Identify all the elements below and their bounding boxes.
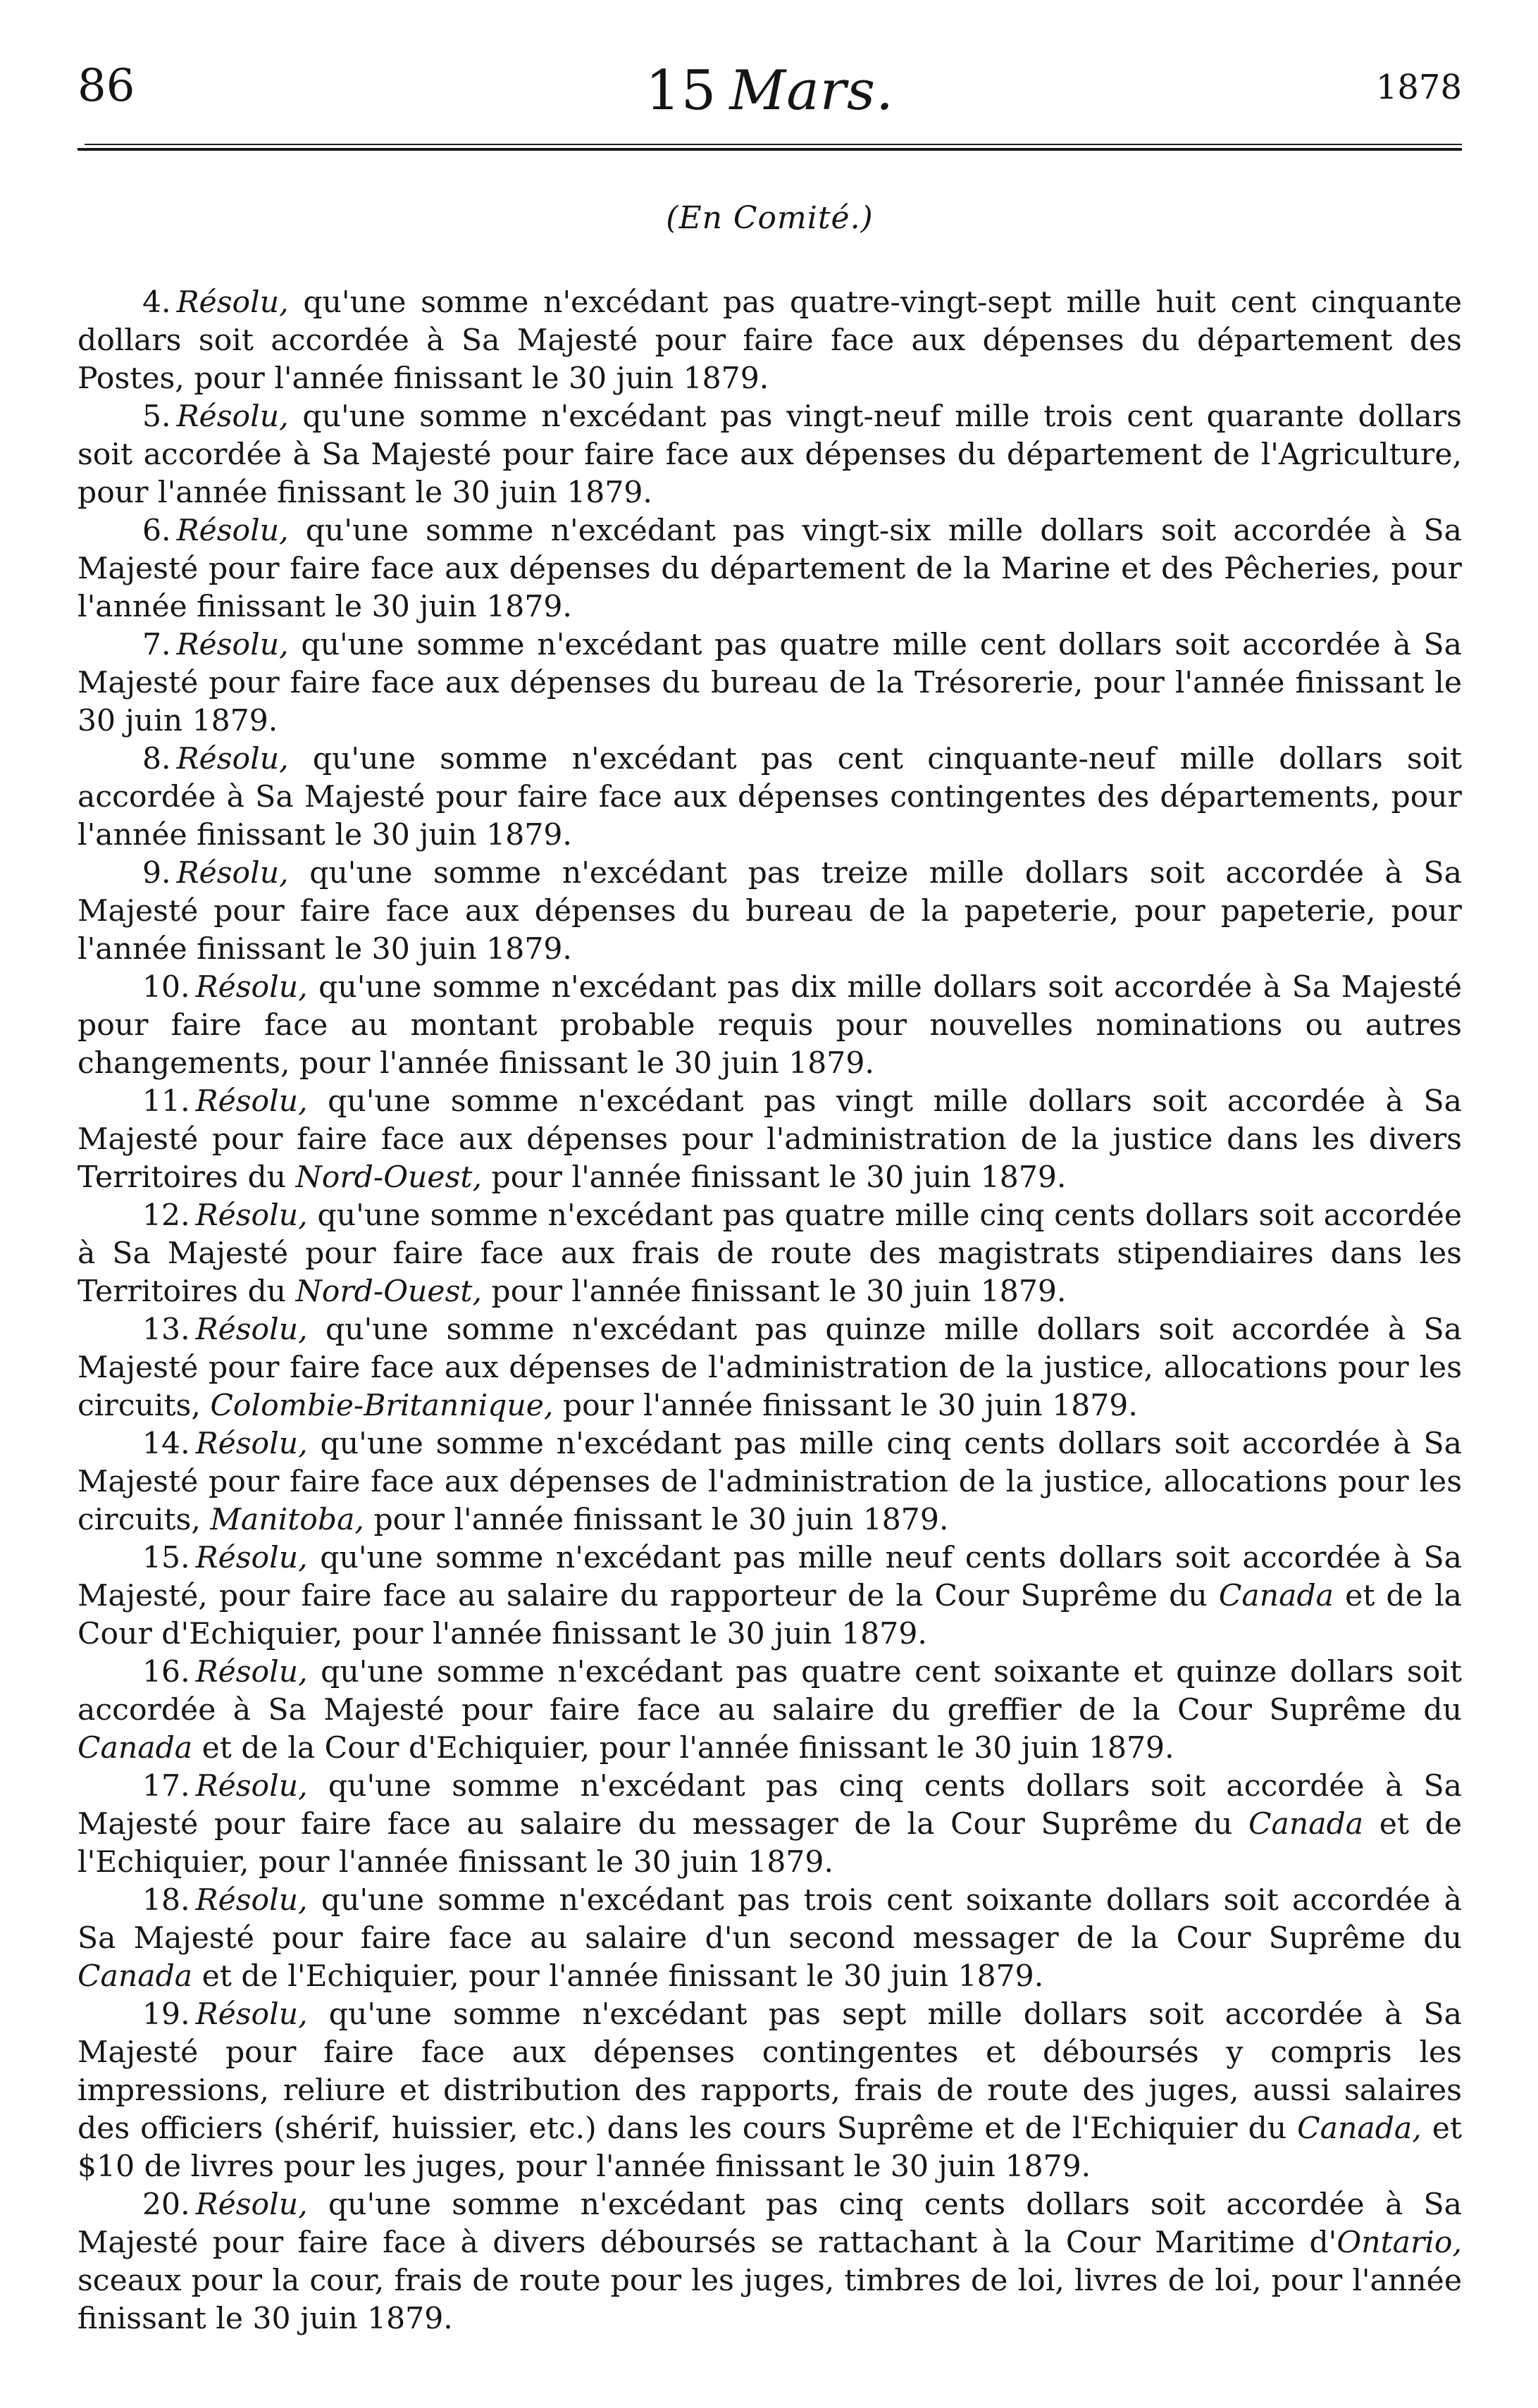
resolution-paragraph: [77, 1539, 1462, 1653]
resolution-keyword: Résolu,: [176, 399, 289, 434]
resolution-keyword: Résolu,: [195, 1769, 308, 1804]
resolution-text: et $10 de livres pour les juges, pour l'année finissant le 30 juin 1879.: [77, 2111, 1462, 2184]
resolution-text: et de la Cour d'Echiquier, pour l'année finissant le 30 juin 1879.: [77, 1579, 1462, 1651]
resolution-keyword: Résolu,: [176, 514, 289, 548]
header-year: 1878: [1375, 68, 1462, 107]
resolution-number: 5.: [142, 399, 171, 434]
resolution-text: et de la Cour d'Echiquier, pour l'année finissant le 30 juin 1879.: [192, 1731, 1174, 1765]
resolution-text: qu'une somme n'excédant pas treize mille dollars soit accordée à Sa Majesté pour faire face aux dépenses du bureau de la papeterie, pour papeterie, pour l'année finissant le 30 juin 1879.: [77, 856, 1462, 967]
resolution-place-name: Canada,: [1297, 2111, 1422, 2146]
resolution-text: sceaux pour la cour, frais de route pour les juges, timbres de loi, livres de loi, pour l'année finissant le 30 juin 1879.: [77, 2264, 1462, 2336]
resolution-paragraph: [77, 2186, 1462, 2338]
resolution-paragraph: [77, 1882, 1462, 1996]
resolution-text: qu'une somme n'excédant pas mille neuf cents dollars soit accordée à Sa Majesté, pour faire face au salaire du rapporteur de la Cour Suprême du: [77, 1541, 1462, 1613]
resolution-place-name: Colombie-Britannique,: [210, 1389, 554, 1423]
resolution-text: qu'une somme n'excédant pas dix mille dollars soit accordée à Sa Majesté pour faire face au montant probable requis pour nouvelles nominations ou autres changements, pour l'année finissant le 30 juin 1879.: [77, 970, 1462, 1081]
resolution-paragraph: [77, 1311, 1462, 1425]
resolution-keyword: Résolu,: [195, 1198, 308, 1233]
resolution-paragraph: [77, 1425, 1462, 1539]
resolution-keyword: Résolu,: [195, 1655, 308, 1689]
resolution-place-name: Manitoba,: [210, 1503, 364, 1537]
resolution-keyword: Résolu,: [176, 628, 289, 662]
resolutions-list: [77, 284, 1462, 2338]
resolution-number: 18.: [142, 1883, 190, 1918]
resolution-place-name: Canada: [1218, 1579, 1334, 1613]
resolution-place-name: Nord-Ouest,: [295, 1160, 482, 1195]
resolution-text: qu'une somme n'excédant pas mille cinq cents dollars soit accordée à Sa Majesté pour faire face aux dépenses de l'administration de la justice, allocations pour les circuits,: [77, 1427, 1462, 1537]
header-date-month: Mars.: [729, 59, 894, 123]
resolution-text: qu'une somme n'excédant pas vingt-six mille dollars soit accordée à Sa Majesté pour faire face aux dépenses du département de la Marine et des Pêcheries, pour l'année finissant le 30 juin 1879.: [77, 514, 1462, 624]
resolution-text: qu'une somme n'excédant pas vingt mille dollars soit accordée à Sa Majesté pour faire face aux dépenses pour l'administration de la justice dans les divers Territoires du: [77, 1084, 1462, 1195]
running-header: [77, 49, 1462, 134]
resolution-text: qu'une somme n'excédant pas cent cinquante-neuf mille dollars soit accordée à Sa Majesté pour faire face aux dépenses contingentes des départements, pour l'année finissant le 30 juin 1879.: [77, 742, 1462, 852]
resolution-paragraph: [77, 1083, 1462, 1197]
resolution-number: 17.: [142, 1769, 190, 1804]
resolution-number: 11.: [142, 1084, 190, 1119]
resolution-paragraph: [77, 1768, 1462, 1882]
header-date-day: 15: [645, 59, 717, 123]
resolution-number: 20.: [142, 2187, 190, 2222]
resolution-place-name: Canada: [77, 1731, 193, 1765]
resolution-number: 15.: [142, 1541, 190, 1575]
resolution-paragraph: [77, 1996, 1462, 2186]
resolution-place-name: Ontario,: [1337, 2226, 1462, 2260]
header-date: [645, 59, 894, 123]
resolution-paragraph: [77, 740, 1462, 855]
resolution-text: et de l'Echiquier, pour l'année finissant le 30 juin 1879.: [77, 1807, 1462, 1880]
resolution-keyword: Résolu,: [176, 285, 289, 320]
resolution-text: qu'une somme n'excédant pas quinze mille dollars soit accordée à Sa Majesté pour faire face aux dépenses de l'administration de la justice, allocations pour les circuits,: [77, 1312, 1462, 1423]
resolution-number: 9.: [142, 856, 171, 890]
resolution-number: 19.: [142, 1997, 190, 2032]
resolution-keyword: Résolu,: [195, 2187, 308, 2222]
page-number: 86: [77, 60, 135, 112]
resolution-number: 8.: [142, 742, 171, 776]
resolution-text: pour l'année finissant le 30 juin 1879.: [481, 1160, 1067, 1195]
resolution-paragraph: [77, 969, 1462, 1083]
resolution-number: 4.: [142, 285, 171, 320]
resolution-place-name: Canada: [1248, 1807, 1364, 1842]
resolution-number: 13.: [142, 1312, 190, 1347]
resolution-paragraph: [77, 284, 1462, 398]
resolution-keyword: Résolu,: [195, 1541, 308, 1575]
resolution-text: qu'une somme n'excédant pas quatre mille cent dollars soit accordée à Sa Majesté pour faire face aux dépenses du bureau de la Trésorerie, pour l'année finissant le 30 juin 1879.: [77, 628, 1462, 738]
resolution-text: et de l'Echiquier, pour l'année finissant le 30 juin 1879.: [192, 1959, 1044, 1994]
resolution-text: qu'une somme n'excédant pas quatre-vingt-sept mille huit cent cinquante dollars soit accordée à Sa Majesté pour faire face aux dépenses du département des Postes, pour l'année finissant le 30 juin 1879.: [77, 285, 1462, 396]
resolution-text: qu'une somme n'excédant pas quatre mille cinq cents dollars soit accordée à Sa Majesté pour faire face aux frais de route des magistrats stipendiaires dans les Territoires du: [77, 1198, 1462, 1309]
resolution-number: 10.: [142, 970, 190, 1005]
resolution-keyword: Résolu,: [195, 1883, 308, 1918]
document-page: [77, 49, 1462, 2374]
header-rule-thin: [85, 144, 1462, 145]
resolution-number: 7.: [142, 628, 171, 662]
section-heading: (En Comité.): [666, 200, 874, 236]
resolution-number: 16.: [142, 1655, 190, 1689]
resolution-paragraph: [77, 1197, 1462, 1311]
resolution-text: qu'une somme n'excédant pas cinq cents dollars soit accordée à Sa Majesté pour faire face à divers déboursés se rattachant à la Cour Maritime d': [77, 2187, 1462, 2260]
resolution-keyword: Résolu,: [195, 1997, 308, 2032]
resolution-keyword: Résolu,: [195, 970, 308, 1005]
resolution-place-name: Nord-Ouest,: [295, 1274, 482, 1309]
resolution-text: qu'une somme n'excédant pas trois cent soixante dollars soit accordée à Sa Majesté pour faire face au salaire d'un second messager de la Cour Suprême du: [77, 1883, 1462, 1956]
header-rule-thick: [77, 148, 1462, 151]
resolution-number: 14.: [142, 1427, 190, 1461]
resolution-number: 6.: [142, 514, 171, 548]
resolution-text: qu'une somme n'excédant pas vingt-neuf mille trois cent quarante dollars soit accordée à Sa Majesté pour faire face aux dépenses du département de l'Agriculture, pour l'année finissant le 30 juin 1879.: [77, 399, 1462, 510]
resolution-text: pour l'année finissant le 30 juin 1879.: [481, 1274, 1067, 1309]
resolution-paragraph: [77, 512, 1462, 626]
header-double-rule: [77, 144, 1462, 151]
resolution-text: qu'une somme n'excédant pas sept mille dollars soit accordée à Sa Majesté pour faire face aux dépenses contingentes et déboursés y compris les impressions, reliure et distribution des rapports, frais de route des juges, aussi salaires des officiers (shérif, huissier, etc.) dans les cours Suprême et de l'Echiquier du: [77, 1997, 1462, 2146]
resolution-text: qu'une somme n'excédant pas cinq cents dollars soit accordée à Sa Majesté pour faire face au salaire du messager de la Cour Suprême du: [77, 1769, 1462, 1842]
resolution-paragraph: [77, 855, 1462, 969]
resolution-paragraph: [77, 398, 1462, 512]
resolution-keyword: Résolu,: [195, 1312, 308, 1347]
resolution-place-name: Canada: [77, 1959, 193, 1994]
resolution-keyword: Résolu,: [195, 1084, 308, 1119]
resolution-text: qu'une somme n'excédant pas quatre cent soixante et quinze dollars soit accordée à Sa Majesté pour faire face au salaire du greffier de la Cour Suprême du: [77, 1655, 1462, 1727]
resolution-keyword: Résolu,: [176, 856, 289, 890]
resolution-text: pour l'année finissant le 30 juin 1879.: [364, 1503, 949, 1537]
resolution-paragraph: [77, 626, 1462, 740]
resolution-paragraph: [77, 1653, 1462, 1768]
resolution-number: 12.: [142, 1198, 190, 1233]
resolution-keyword: Résolu,: [176, 742, 289, 776]
resolution-keyword: Résolu,: [195, 1427, 308, 1461]
resolution-text: pour l'année finissant le 30 juin 1879.: [553, 1389, 1138, 1423]
